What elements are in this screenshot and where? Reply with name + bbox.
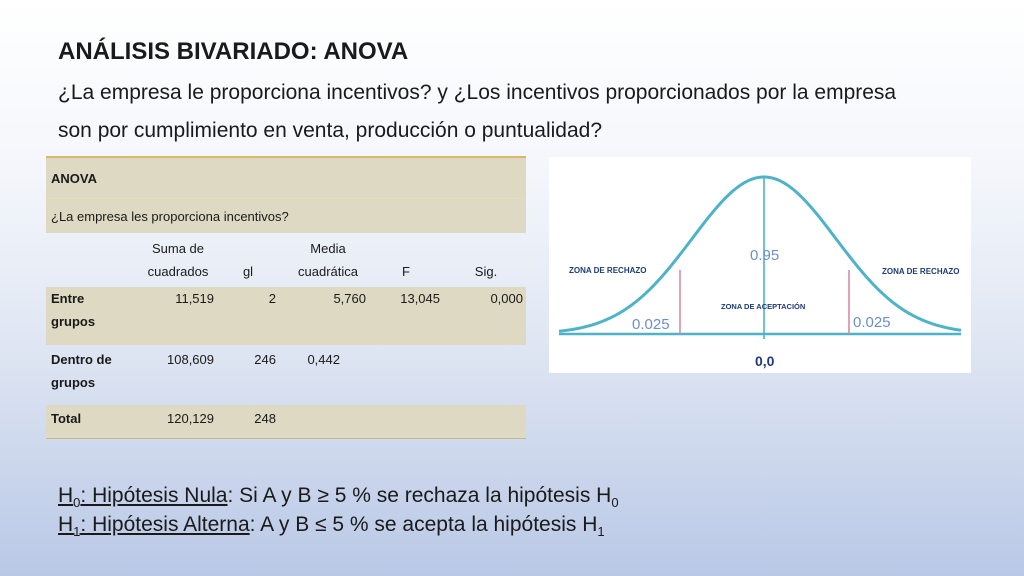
table-question: ¿La empresa les proporciona incentivos?: [51, 209, 289, 224]
cell-gl: 2: [268, 291, 276, 306]
header-gl: gl: [242, 264, 254, 279]
center-value: 0,0: [755, 353, 775, 369]
hypothesis-null: $H_0$: Hipótesis Nula: Si A y B ≥ 5 % se rechaza la hipótesis $H_0$: [58, 484, 619, 511]
slide-subtitle: ¿La empresa le proporciona incentivos? y ¿Los incentivos proporcionados por la empresa son por cumplimiento en venta, producción o puntualidad?: [58, 81, 897, 142]
table-caption-row: [46, 156, 526, 198]
header-sig: Sig.: [474, 264, 498, 279]
table-row: [46, 345, 526, 405]
table-row: [46, 405, 526, 439]
left-probability: 0.025: [632, 316, 670, 333]
cell-suma: 120,129: [167, 411, 214, 426]
cell-media: 0,442: [307, 352, 340, 367]
table-caption: ANOVA: [51, 171, 97, 186]
cell-sig: 0,000: [490, 291, 523, 306]
cell-media: 5,760: [333, 291, 366, 306]
cell-suma: 108,609: [167, 352, 214, 367]
row-label: Total: [51, 411, 82, 426]
table-row: [46, 287, 526, 345]
normal-curve-diagram: [549, 157, 971, 373]
center-probability: 0.95: [750, 247, 780, 264]
cell-gl: 246: [254, 352, 276, 367]
cell-gl: 248: [254, 411, 276, 426]
row-label: Dentro de grupos: [51, 352, 112, 390]
right-probability: 0.025: [853, 314, 891, 331]
cell-suma: 11,519: [175, 291, 214, 306]
reject-right-label: ZONA DE RECHAZO: [882, 267, 960, 276]
cell-f: 13,045: [400, 291, 440, 306]
hypothesis-alternate: $H_1$: Hipótesis Alterna: A y B ≤ 5 % se acepta la hipótesis $H_1$: [58, 513, 605, 540]
accept-label: ZONA DE ACEPTACIÓN: [721, 302, 806, 311]
header-media: Media cuadrática: [298, 241, 358, 279]
table-header-row: [46, 233, 526, 287]
reject-left-label: ZONA DE RECHAZO: [569, 266, 647, 275]
table-question-row: [46, 198, 526, 233]
row-label: Entre grupos: [51, 291, 96, 329]
header-f: F: [402, 264, 410, 279]
anova-table: [46, 156, 526, 439]
slide-title: ANÁLISIS BIVARIADO: ANOVA: [58, 38, 409, 65]
header-suma: Suma de cuadrados: [147, 241, 209, 279]
normal-curve-svg: [549, 157, 971, 373]
